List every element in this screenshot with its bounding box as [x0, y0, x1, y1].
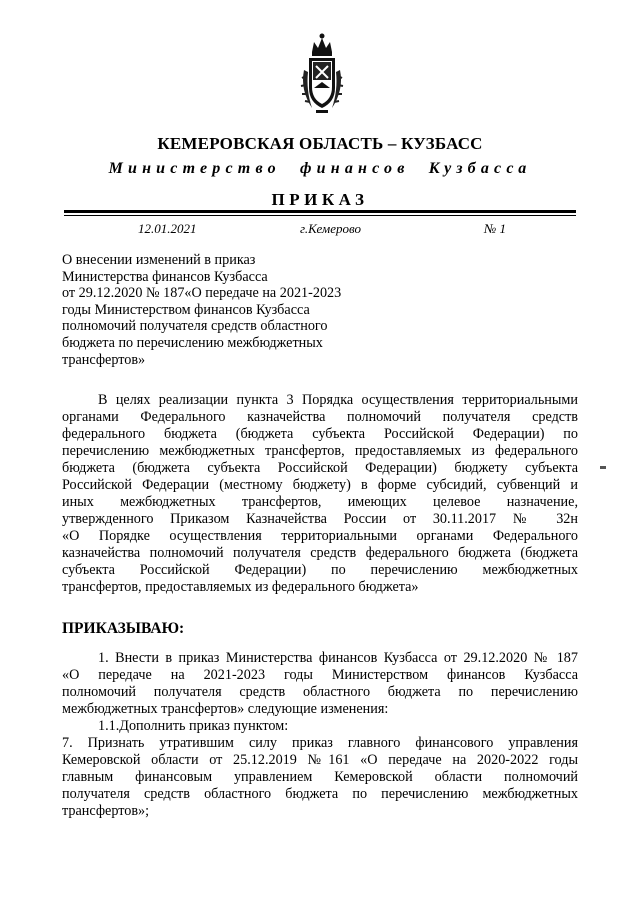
document-type: ПРИКАЗ — [271, 190, 369, 209]
order-date: 12.01.2021 — [138, 221, 197, 236]
subject-line: О внесении изменений в приказ — [62, 252, 256, 268]
preamble-line: Российской Федерации (местному бюджету) в форме субсидий, субвенций и — [62, 477, 578, 493]
subject-line: трансфертов» — [62, 351, 146, 368]
margin-mark — [600, 466, 606, 469]
item-line: межбюджетных трансфертов» следующие изменения: — [62, 701, 389, 717]
preamble-line: В целях реализации пункта 3 Порядка осуществления территориальными — [98, 392, 578, 408]
item-line: главным финансовым управлением Кемеровской области полномочий — [62, 769, 578, 785]
preamble-line: «О Порядке осуществления территориальными органами Федерального — [62, 528, 578, 544]
preamble-paragraph — [62, 392, 578, 596]
kuzbass-coat-of-arms-icon — [298, 30, 346, 116]
order-number: № 1 — [484, 221, 507, 236]
order-heading: ПРИКАЗЫВАЮ: — [62, 620, 185, 637]
item-line: получателя средств областного бюджета по перечислению межбюджетных — [62, 786, 578, 802]
item-line: полномочий получателя средств областного бюджета по перечислению — [62, 684, 578, 700]
ministry-name: Министерство финансов Кузбасса — [108, 160, 532, 177]
preamble-line: органами Федерального казначейства полномочий получателя средств — [62, 409, 578, 425]
item-line: 7. Признать утратившим силу приказ главного финансового управления — [62, 735, 578, 751]
subject-line: годы Министерством финансов Кузбасса — [62, 301, 310, 318]
order-subject — [62, 252, 341, 368]
preamble-line: трансфертов, предоставляемых из федерального бюджета» — [62, 579, 419, 595]
item-line: 1. Внести в приказ Министерства финансов Кузбасса от 29.12.2020 № 187 — [98, 650, 578, 666]
order-city: г.Кемерово — [300, 221, 361, 236]
preamble-line: казначейства полномочий получателя средств федерального бюджета (бюджета — [62, 545, 578, 561]
item-line: 1.1.Дополнить приказ пунктом: — [98, 718, 289, 734]
preamble-line: федерального бюджета (бюджета субъекта Российской Федерации) по — [62, 426, 578, 442]
header-divider-thick — [64, 210, 576, 213]
preamble-line: перечислению межбюджетных трансфертов, предоставляемых из федерального — [62, 443, 578, 459]
preamble-line: иных межбюджетных трансфертов, имеющих целевое назначение, — [62, 494, 578, 510]
order-items — [62, 650, 578, 820]
item-line: трансфертов»; — [62, 803, 150, 819]
preamble-line: субъекта Российской Федерации) по перечислению межбюджетных — [62, 562, 578, 578]
preamble-line: утвержденного Приказом Казначейства России от 30.11.2017 № 32н — [62, 511, 578, 527]
header-divider-thin — [64, 215, 576, 216]
subject-line: бюджета по перечислению межбюджетных — [62, 334, 323, 351]
item-line: Кемеровской области от 25.12.2019 №161 «О передаче на 2020-2022 годы — [62, 752, 578, 768]
region-title: КЕМЕРОВСКАЯ ОБЛАСТЬ – КУЗБАСС — [157, 134, 483, 153]
subject-line: от 29.12.2020 № 187«О передаче на 2021-2023 — [62, 285, 342, 302]
preamble-line: бюджета (бюджета субъекта Российской Федерации) бюджету субъекта — [62, 460, 578, 476]
item-line: «О передаче на 2021-2023 годы Министерством финансов Кузбасса — [62, 667, 578, 683]
subject-line: Министерства финансов Кузбасса — [62, 268, 268, 285]
subject-line: полномочий получателя средств областного — [62, 318, 328, 335]
